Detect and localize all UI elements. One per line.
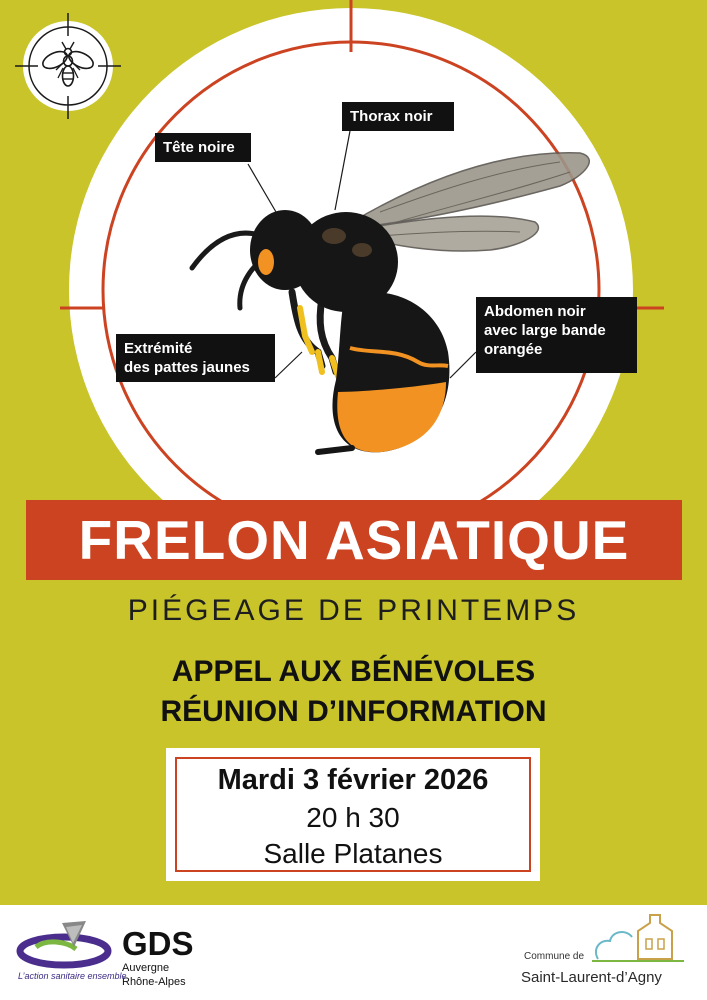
bee-target-icon <box>15 13 121 119</box>
event-place: Salle Platanes <box>263 838 443 869</box>
callout-legs <box>116 334 275 382</box>
gds-logo-text: GDS <box>122 925 194 962</box>
event-date: Mardi 3 février 2026 <box>217 764 489 796</box>
callout-abdomen <box>476 297 637 373</box>
appeal-volunteers: APPEL AUX BÉNÉVOLES <box>171 655 536 688</box>
title-banner <box>26 500 682 580</box>
callout-thorax-text: Thorax noir <box>350 108 433 125</box>
page-title: FRELON ASIATIQUE <box>78 509 630 571</box>
gds-region-line2: Rhône-Alpes <box>122 976 186 988</box>
callout-legs-line1: Extrémité <box>124 340 193 357</box>
callout-thorax <box>342 102 454 131</box>
callout-abdomen-line3: orangée <box>484 341 543 358</box>
gds-region-line1: Auvergne <box>122 962 170 974</box>
callout-abdomen-line1: Abdomen noir <box>484 303 586 320</box>
callout-abdomen-line2: avec large bande <box>484 322 606 339</box>
footer <box>0 905 707 1000</box>
event-time: 20 h 30 <box>306 802 400 833</box>
appeal-meeting: RÉUNION D’INFORMATION <box>160 695 547 728</box>
callout-legs-line2: des pattes jaunes <box>124 359 250 376</box>
commune-prefix: Commune de <box>524 951 585 962</box>
callout-head-text: Tête noire <box>163 139 235 156</box>
gds-logo-icon <box>16 919 116 971</box>
event-info-box <box>166 748 540 881</box>
gds-tagline: L’action sanitaire ensemble <box>18 971 127 981</box>
commune-name: Saint-Laurent-d’Agny <box>521 969 662 986</box>
subtitle: PIÉGEAGE DE PRINTEMPS <box>127 594 580 627</box>
event-info-frame <box>175 757 531 872</box>
callout-head <box>155 133 251 162</box>
church-logo-icon <box>588 909 688 969</box>
